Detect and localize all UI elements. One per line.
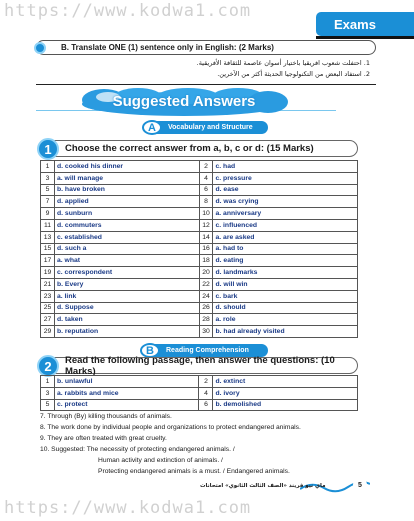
question-number-cell: 26 bbox=[199, 302, 213, 314]
section-b-label: Reading Comprehension bbox=[166, 347, 249, 354]
suggested-answers-banner bbox=[78, 88, 290, 118]
question-number-cell: 30 bbox=[199, 326, 213, 338]
translate-heading-text: B. Translate ONE (1) sentence only in English: (2 Marks) bbox=[61, 43, 274, 52]
answer-cell: c. had bbox=[213, 161, 358, 173]
question-number-cell: 16 bbox=[199, 243, 213, 255]
question-number-cell: 10 bbox=[199, 208, 213, 220]
question-number-cell: 2 bbox=[199, 161, 213, 173]
question-number-cell: 24 bbox=[199, 290, 213, 302]
answer-cell: c. established bbox=[54, 231, 199, 243]
answer-cell: d. applied bbox=[54, 196, 199, 208]
table-row bbox=[41, 219, 358, 231]
answer-line: 10. Suggested: The necessity of protecting endangered animals. / bbox=[40, 445, 235, 453]
answer-cell: b. reputation bbox=[54, 326, 199, 338]
exams-tab: Exams bbox=[316, 12, 414, 36]
answer-cell: d. will win bbox=[213, 278, 358, 290]
answer-cell: d. eating bbox=[213, 255, 358, 267]
question-number-cell: 29 bbox=[41, 326, 55, 338]
question-number-cell: 28 bbox=[199, 314, 213, 326]
question-number-cell: 15 bbox=[41, 243, 55, 255]
question-number-cell: 27 bbox=[41, 314, 55, 326]
watermark-top: https://www.kodwa1.com bbox=[4, 1, 252, 21]
question-1-text: Choose the correct answer from a, b, c or d: (15 Marks) bbox=[65, 143, 314, 154]
translate-heading bbox=[36, 40, 376, 55]
table-row bbox=[41, 267, 358, 279]
answer-line: 8. The work done by individual people and organizations to protect endangered animals. bbox=[40, 423, 301, 431]
answer-cell: b. had already visited bbox=[213, 326, 358, 338]
answer-cell: c. protect bbox=[54, 399, 199, 411]
answer-cell: d. taken bbox=[54, 314, 199, 326]
answer-cell: b. have broken bbox=[54, 184, 199, 196]
table-row bbox=[41, 387, 358, 399]
table-row bbox=[41, 376, 358, 388]
bullet-icon bbox=[34, 42, 46, 54]
question-number-cell: 6 bbox=[199, 184, 213, 196]
answer-cell: a. rabbits and mice bbox=[54, 387, 199, 399]
divider bbox=[36, 84, 376, 85]
answer-cell: c. correspondent bbox=[54, 267, 199, 279]
table-row bbox=[41, 172, 358, 184]
question-number-cell: 13 bbox=[41, 231, 55, 243]
question-number-cell: 1 bbox=[41, 161, 55, 173]
question-number-cell: 6 bbox=[199, 399, 213, 411]
question-number-cell: 14 bbox=[199, 231, 213, 243]
question-number-cell: 11 bbox=[41, 219, 55, 231]
answer-cell: a. will manage bbox=[54, 172, 199, 184]
question-number-cell: 4 bbox=[199, 387, 213, 399]
section-b-letter: B bbox=[140, 343, 160, 358]
question-number-cell: 5 bbox=[41, 184, 55, 196]
answer-cell: d. Suppose bbox=[54, 302, 199, 314]
question-number-cell: 4 bbox=[199, 172, 213, 184]
section-a-label: Vocabulary and Structure bbox=[168, 124, 253, 131]
footer-text: ماي نيو فريند «الصف الثالث الثانوي» امتحانات bbox=[200, 483, 326, 489]
table-row bbox=[41, 302, 358, 314]
suggested-answers-title: Suggested Answers bbox=[112, 93, 256, 110]
question-2-text: Read the following passage, then answer the questions: (10 Marks) bbox=[65, 354, 335, 377]
answer-line: 9. They are often treated with great cruelty. bbox=[40, 434, 167, 442]
answer-cell: d. ease bbox=[213, 184, 358, 196]
answer-cell: c. influenced bbox=[213, 219, 358, 231]
answer-cell: d. ivory bbox=[213, 387, 358, 399]
answer-cell: a. had to bbox=[213, 243, 358, 255]
answer-cell: d. such a bbox=[54, 243, 199, 255]
question-number-cell: 3 bbox=[41, 172, 55, 184]
table-row bbox=[41, 290, 358, 302]
table-row bbox=[41, 231, 358, 243]
question-number-cell: 5 bbox=[41, 399, 55, 411]
question-number-cell: 22 bbox=[199, 278, 213, 290]
answer-cell: d. was crying bbox=[213, 196, 358, 208]
table-row bbox=[41, 208, 358, 220]
table-row bbox=[41, 196, 358, 208]
answer-cell: c. pressure bbox=[213, 172, 358, 184]
question-number-cell: 23 bbox=[41, 290, 55, 302]
question-number-cell: 3 bbox=[41, 387, 55, 399]
table-row bbox=[41, 278, 358, 290]
table-row bbox=[41, 314, 358, 326]
answer-line: Human activity and extinction of animals. / bbox=[98, 456, 223, 464]
question-number-cell: 12 bbox=[199, 219, 213, 231]
table-row bbox=[41, 399, 358, 411]
answer-cell: d. commuters bbox=[54, 219, 199, 231]
answer-cell: d. extinct bbox=[213, 376, 358, 388]
section-a-letter: A bbox=[142, 120, 162, 135]
answer-cell: d. should bbox=[213, 302, 358, 314]
answer-cell: a. role bbox=[213, 314, 358, 326]
answer-cell: a. are asked bbox=[213, 231, 358, 243]
answer-cell: a. link bbox=[54, 290, 199, 302]
table-row bbox=[41, 243, 358, 255]
question-number-cell: 9 bbox=[41, 208, 55, 220]
table-row bbox=[41, 184, 358, 196]
question-1-heading bbox=[40, 140, 358, 157]
question-number-cell: 17 bbox=[41, 255, 55, 267]
question-2-answer-table bbox=[40, 375, 358, 411]
answer-cell: a. what bbox=[54, 255, 199, 267]
answer-line: 7. Through (By) killing thousands of animals. bbox=[40, 413, 172, 420]
table-row bbox=[41, 255, 358, 267]
question-2-heading bbox=[40, 354, 358, 377]
table-row bbox=[41, 326, 358, 338]
question-1-number: 1 bbox=[37, 138, 59, 160]
question-number-cell: 2 bbox=[199, 376, 213, 388]
answer-cell: d. cooked his dinner bbox=[54, 161, 199, 173]
question-number-cell: 20 bbox=[199, 267, 213, 279]
table-row bbox=[41, 161, 358, 173]
answer-cell: d. landmarks bbox=[213, 267, 358, 279]
answer-line: Protecting endangered animals is a must. / Endangered animals. bbox=[98, 467, 290, 475]
answer-cell: b. Every bbox=[54, 278, 199, 290]
answer-cell: c. bark bbox=[213, 290, 358, 302]
page-number: 5 bbox=[353, 478, 367, 492]
question-number-cell: 8 bbox=[199, 196, 213, 208]
written-answers bbox=[40, 412, 400, 477]
question-1-answer-table bbox=[40, 160, 358, 338]
answer-cell: b. demolished bbox=[213, 399, 358, 411]
arabic-sentence-2: 2. استفاد البعض من التكنولوجيا الحديثة أكثر من الآخرين. bbox=[217, 70, 370, 78]
question-number-cell: 1 bbox=[41, 376, 55, 388]
arabic-sentence-1: 1. احتفلت شعوب افريقيا باختيار أسوان عاصمة للثقافة الأفريقية. bbox=[196, 59, 370, 67]
answer-cell: b. unlawful bbox=[54, 376, 199, 388]
question-2-number: 2 bbox=[37, 355, 59, 377]
answer-cell: a. anniversary bbox=[213, 208, 358, 220]
watermark-bottom: https://www.kodwa1.com bbox=[4, 498, 252, 518]
question-number-cell: 18 bbox=[199, 255, 213, 267]
question-number-cell: 19 bbox=[41, 267, 55, 279]
question-number-cell: 21 bbox=[41, 278, 55, 290]
question-number-cell: 7 bbox=[41, 196, 55, 208]
answer-cell: d. sunburn bbox=[54, 208, 199, 220]
question-number-cell: 25 bbox=[41, 302, 55, 314]
section-a-pill bbox=[146, 121, 268, 134]
